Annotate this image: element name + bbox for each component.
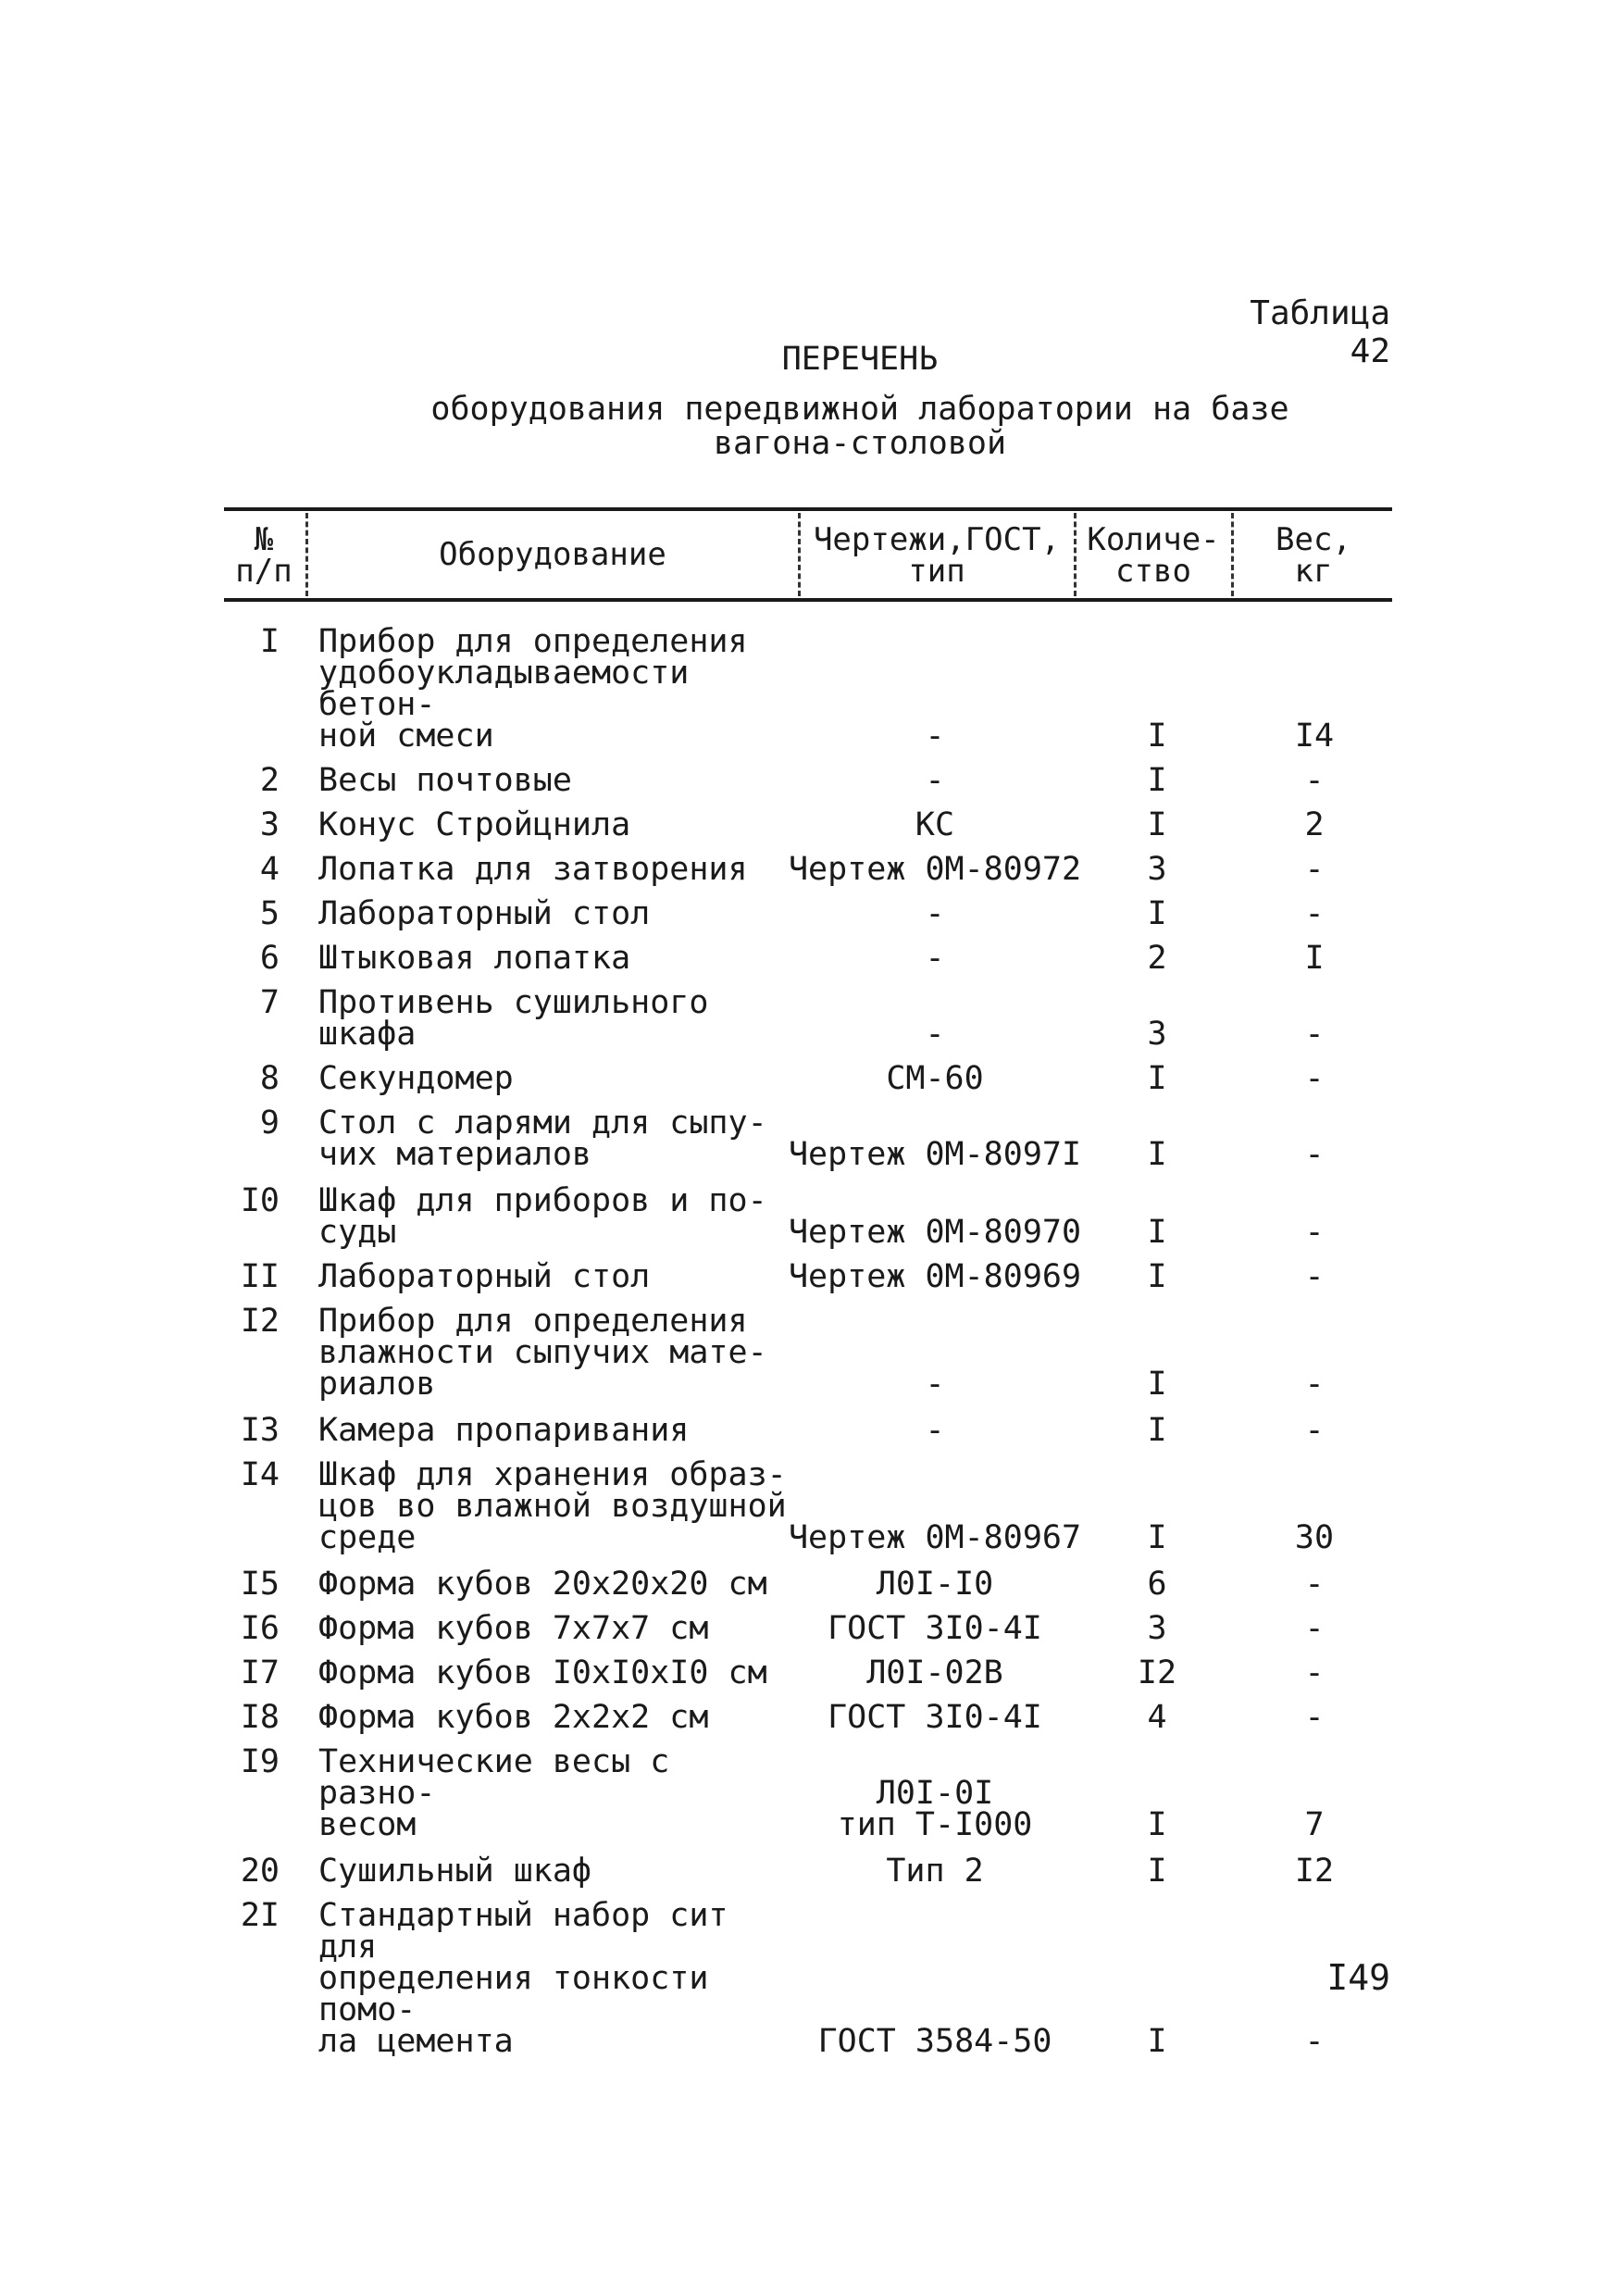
drawing-standard-line: -: [925, 1412, 945, 1449]
drawing-standard-line: -: [925, 762, 945, 799]
equipment-name-line: Прибор для определения: [318, 1303, 748, 1340]
drawing-standard: [787, 851, 1083, 888]
subtitle-line: оборудования передвижной лаборатории на базе: [430, 391, 1289, 428]
drawing-standard: [787, 1366, 1083, 1403]
drawing-standard: [787, 1775, 1083, 1843]
header-qty-line: Количе-: [1087, 521, 1220, 558]
equipment-name-line: Весы почтовые: [318, 762, 572, 799]
quantity: I: [1147, 1806, 1167, 1843]
drawing-standard: [787, 1699, 1083, 1736]
drawing-standard-line: -: [925, 718, 945, 755]
weight: -: [1304, 851, 1325, 888]
drawing-standard: [787, 1566, 1083, 1603]
drawing-standard: [787, 1214, 1083, 1251]
drawing-standard-line: Чертеж 0М-80970: [788, 1214, 1082, 1251]
drawing-standard-line: ГОСТ 3584-50: [817, 2023, 1052, 2060]
equipment-name: [318, 1060, 800, 1097]
weight: -: [1304, 1016, 1325, 1053]
equipment-name-line: Камера пропаривания: [318, 1412, 690, 1449]
header-weight-line: Вес,: [1276, 521, 1351, 558]
equipment-name: [318, 1258, 800, 1295]
quantity: I: [1147, 1136, 1167, 1173]
quantity: I: [1147, 1412, 1167, 1449]
drawing-standard-line: Чертеж 0М-80969: [788, 1258, 1082, 1295]
equipment-name-line: цов во влажной воздушной: [318, 1488, 787, 1525]
quantity: I: [1147, 806, 1167, 843]
drawing-standard: [787, 806, 1083, 843]
table-row: [0, 1258, 1618, 1295]
header-weight: [1235, 521, 1392, 590]
equipment-name-line: Лопатка для затворения: [318, 851, 748, 888]
quantity: I: [1147, 1519, 1167, 1556]
equipment-name-line: Лабораторный стол: [318, 1258, 651, 1295]
weight: -: [1304, 2023, 1325, 2060]
drawing-standard-line: Тип 2: [886, 1853, 984, 1890]
table-body: [0, 623, 1618, 2060]
weight: I2: [1294, 1853, 1335, 1890]
drawing-standard-line: Л0I-I0: [876, 1566, 994, 1603]
weight: 7: [1304, 1806, 1325, 1843]
row-number: I: [259, 623, 280, 660]
equipment-name-line: Стол с ларями для сыпу-: [318, 1104, 767, 1142]
equipment-name-line: определения тонкости помо-: [318, 1960, 709, 2028]
equipment-name: [318, 1654, 800, 1691]
equipment-name: [318, 895, 800, 932]
weight: -: [1304, 1412, 1325, 1449]
equipment-name: [318, 1412, 800, 1449]
equipment-name-line: среде: [318, 1519, 417, 1556]
table-row: [0, 1104, 1618, 1173]
row-number: 3: [259, 806, 280, 843]
drawing-standard-line: -: [925, 940, 945, 977]
equipment-name-line: Сушильный шкаф: [318, 1853, 592, 1890]
column-divider: [1074, 513, 1077, 596]
row-number: I0: [240, 1182, 280, 1219]
drawing-standard-line: ГОСТ 3I0-4I: [828, 1699, 1042, 1736]
drawing-standard-line: СМ-60: [886, 1060, 984, 1097]
equipment-name-line: удобоукладываемости бетон-: [318, 655, 690, 723]
drawing-standard: [787, 1016, 1083, 1053]
equipment-name-line: Штыковая лопатка: [318, 940, 631, 977]
equipment-name-line: Стандартный набор сит для: [318, 1897, 728, 1965]
header-qty-line: ство: [1115, 553, 1191, 590]
table-row: [0, 1699, 1618, 1736]
equipment-name: [318, 1566, 800, 1603]
header-num-line: п/п: [235, 553, 292, 590]
row-number: I9: [240, 1743, 280, 1780]
weight: -: [1304, 1699, 1325, 1736]
quantity: I: [1147, 1853, 1167, 1890]
equipment-name: [318, 623, 800, 755]
row-number: I2: [240, 1303, 280, 1340]
header-name: [309, 536, 796, 573]
drawing-standard-line: ГОСТ 3I0-4I: [828, 1610, 1042, 1647]
quantity: I: [1147, 718, 1167, 755]
subtitle-line: вагона-столовой: [713, 425, 1007, 462]
drawing-standard: [787, 2023, 1083, 2060]
equipment-name-line: весом: [318, 1806, 417, 1843]
equipment-name: [318, 851, 800, 888]
weight: -: [1304, 1060, 1325, 1097]
quantity: I: [1147, 1214, 1167, 1251]
weight: 30: [1294, 1519, 1335, 1556]
equipment-name-line: ной смеси: [318, 718, 494, 755]
quantity: I: [1147, 895, 1167, 932]
table-row: [0, 895, 1618, 932]
weight: -: [1304, 1654, 1325, 1691]
quantity: I: [1147, 2023, 1167, 2060]
quantity: I: [1147, 1366, 1167, 1403]
table-row: [0, 806, 1618, 843]
drawing-standard: [787, 895, 1083, 932]
row-number: I6: [240, 1610, 280, 1647]
header-qty: [1077, 521, 1229, 590]
column-divider: [305, 513, 308, 596]
table-row: [0, 623, 1618, 755]
equipment-name-line: Шкаф для хранения образ-: [318, 1456, 787, 1493]
table-row: [0, 1743, 1618, 1843]
equipment-name-line: влажности сыпучих мате-: [318, 1334, 767, 1371]
equipment-name: [318, 984, 800, 1053]
column-divider: [798, 513, 801, 596]
weight: -: [1304, 1566, 1325, 1603]
header-num: [224, 521, 304, 590]
row-number: I5: [240, 1566, 280, 1603]
equipment-name: [318, 1104, 800, 1173]
header-name-line: Оборудование: [439, 536, 666, 573]
header-weight-line: кг: [1294, 553, 1333, 590]
equipment-name-line: риалов: [318, 1366, 436, 1403]
equipment-name: [318, 1853, 800, 1890]
equipment-name-line: Форма кубов 20х20х20 см: [318, 1566, 767, 1603]
drawing-standard: [787, 718, 1083, 755]
drawing-standard: [787, 1654, 1083, 1691]
drawing-standard: [787, 940, 1083, 977]
quantity: I: [1147, 762, 1167, 799]
row-number: 9: [259, 1104, 280, 1142]
weight: -: [1304, 1258, 1325, 1295]
weight: I: [1304, 940, 1325, 977]
equipment-name-line: Прибор для определения: [318, 623, 748, 660]
equipment-name-line: Противень сушильного шкафа: [318, 984, 709, 1053]
equipment-name-line: Шкаф для приборов и по-: [318, 1182, 767, 1219]
weight: -: [1304, 762, 1325, 799]
table-row: [0, 1566, 1618, 1603]
quantity: I: [1147, 1258, 1167, 1295]
equipment-name: [318, 1699, 800, 1736]
drawing-standard-line: -: [925, 1366, 945, 1403]
drawing-standard-line: Чертеж 0М-80972: [788, 851, 1082, 888]
document-subtitle: [0, 393, 1618, 461]
table-row: [0, 1654, 1618, 1691]
table-row: [0, 1060, 1618, 1097]
drawing-standard: [787, 1412, 1083, 1449]
drawing-standard-line: КС: [915, 806, 955, 843]
row-number: 7: [259, 984, 280, 1021]
equipment-name-line: Технические весы с разно-: [318, 1743, 670, 1812]
weight: -: [1304, 1366, 1325, 1403]
row-number: 6: [259, 940, 280, 977]
row-number: II: [240, 1258, 280, 1295]
table-row: [0, 762, 1618, 799]
header-bottom-rule: [224, 598, 1392, 602]
page-number: I49: [1326, 1957, 1390, 1998]
row-number: I4: [240, 1456, 280, 1493]
column-divider: [1231, 513, 1234, 596]
header-doc-line: Чертежи,ГОСТ,: [813, 521, 1061, 558]
drawing-standard-line: -: [925, 1016, 945, 1053]
header-doc: [802, 521, 1072, 590]
equipment-name-line: ла цемента: [318, 2023, 514, 2060]
row-number: 8: [259, 1060, 280, 1097]
weight: I4: [1294, 718, 1335, 755]
row-number: 20: [240, 1853, 280, 1890]
equipment-name-line: Форма кубов 2х2х2 см: [318, 1699, 709, 1736]
row-number: 2: [259, 762, 280, 799]
row-number: I3: [240, 1412, 280, 1449]
drawing-standard-line: Л0I-02В: [866, 1654, 1003, 1691]
quantity: I: [1147, 1060, 1167, 1097]
table-row: [0, 851, 1618, 888]
equipment-name-line: Форма кубов 7х7х7 см: [318, 1610, 709, 1647]
equipment-name: [318, 1456, 800, 1556]
equipment-name-line: Конус Стройцнила: [318, 806, 631, 843]
drawing-standard: [787, 762, 1083, 799]
weight: -: [1304, 1136, 1325, 1173]
drawing-standard-line: Чертеж 0М-80967: [788, 1519, 1082, 1556]
equipment-name-line: суды: [318, 1214, 397, 1251]
equipment-name: [318, 1743, 800, 1843]
weight: -: [1304, 1610, 1325, 1647]
table-row: [0, 940, 1618, 977]
drawing-standard-line: Л0I-0I: [876, 1775, 994, 1812]
quantity: 3: [1147, 851, 1167, 888]
quantity: 6: [1147, 1566, 1167, 1603]
table-row: [0, 1303, 1618, 1403]
row-number: I8: [240, 1699, 280, 1736]
drawing-standard-line: -: [925, 895, 945, 932]
drawing-standard: [787, 1060, 1083, 1097]
table-top-rule: [224, 507, 1392, 511]
equipment-name: [318, 1182, 800, 1251]
drawing-standard-line: тип Т-I000: [837, 1806, 1033, 1843]
document-title: ПЕРЕЧЕНЬ: [781, 341, 939, 378]
table-row: [0, 1182, 1618, 1251]
equipment-name: [318, 1897, 800, 2060]
drawing-standard: [787, 1853, 1083, 1890]
table-row: [0, 1456, 1618, 1556]
weight: -: [1304, 895, 1325, 932]
equipment-name-line: Форма кубов I0хI0хI0 см: [318, 1654, 767, 1691]
table-row: [0, 1412, 1618, 1449]
drawing-standard: [787, 1610, 1083, 1647]
equipment-name-line: Лабораторный стол: [318, 895, 651, 932]
header-doc-line: тип: [908, 553, 965, 590]
quantity: I2: [1137, 1654, 1177, 1691]
header-num-line: №: [254, 521, 274, 558]
weight: 2: [1304, 806, 1325, 843]
quantity: 3: [1147, 1016, 1167, 1053]
row-number: 5: [259, 895, 280, 932]
equipment-name: [318, 1610, 800, 1647]
row-number: 2I: [240, 1897, 280, 1934]
table-row: [0, 984, 1618, 1053]
equipment-name: [318, 806, 800, 843]
drawing-standard: [787, 1519, 1083, 1556]
equipment-name-line: Секундомер: [318, 1060, 514, 1097]
row-number: I7: [240, 1654, 280, 1691]
drawing-standard-line: Чертеж 0М-8097I: [788, 1136, 1082, 1173]
equipment-name-line: чих материалов: [318, 1136, 592, 1173]
drawing-standard: [787, 1258, 1083, 1295]
drawing-standard: [787, 1136, 1083, 1173]
equipment-name: [318, 762, 800, 799]
quantity: 2: [1147, 940, 1167, 977]
table-number: Таблица 42: [1250, 294, 1390, 370]
table-row: [0, 1610, 1618, 1647]
row-number: 4: [259, 851, 280, 888]
table-row: [0, 1853, 1618, 1890]
equipment-name: [318, 1303, 800, 1403]
equipment-name: [318, 940, 800, 977]
weight: -: [1304, 1214, 1325, 1251]
quantity: 4: [1147, 1699, 1167, 1736]
quantity: 3: [1147, 1610, 1167, 1647]
